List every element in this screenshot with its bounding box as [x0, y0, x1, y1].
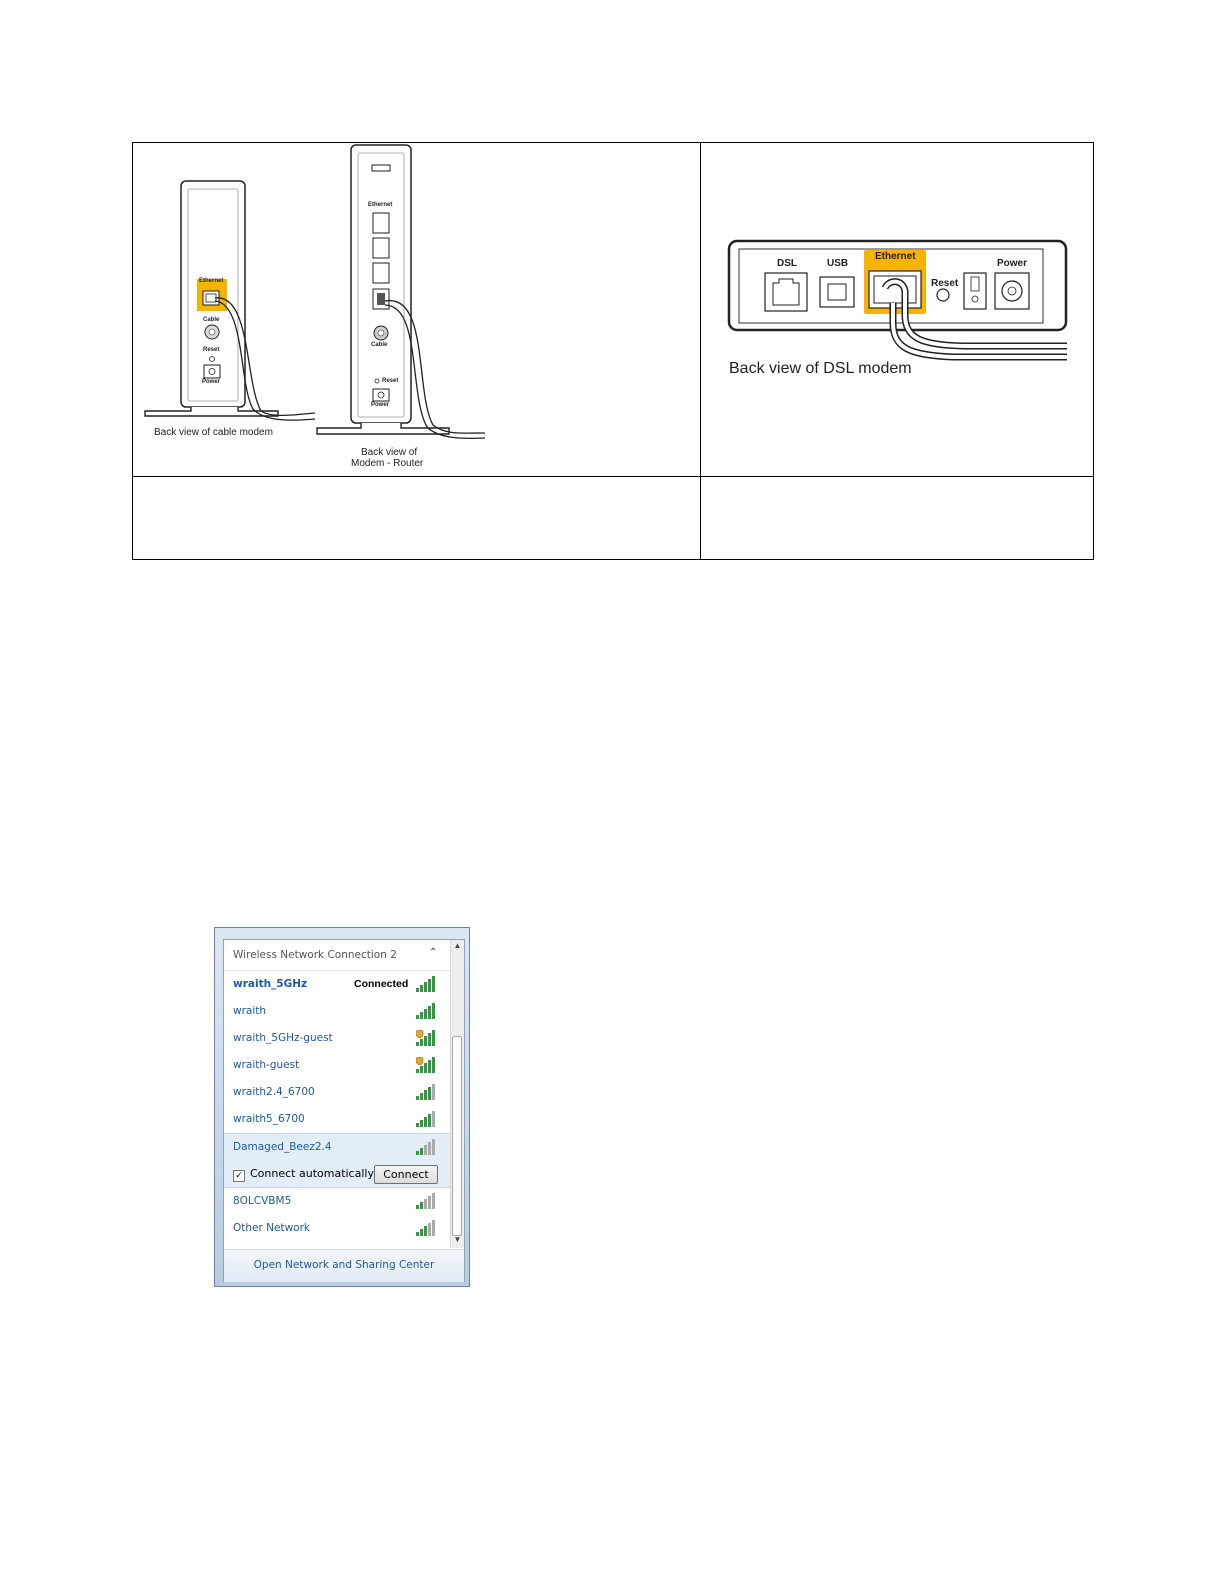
collapse-chevron-icon[interactable]: ⌃ — [429, 947, 438, 958]
dsl-modem-power-label: Power — [997, 258, 1028, 269]
cable-modem-cable-label: Cable — [203, 317, 220, 323]
scroll-up-icon[interactable]: ▲ — [453, 941, 462, 950]
network-row[interactable] — [224, 1052, 450, 1079]
network-name: wraith_5GHz — [233, 978, 308, 990]
dsl-modem-ethernet-label: Ethernet — [875, 251, 916, 262]
network-name: 8OLCVBM5 — [233, 1195, 292, 1207]
network-name: wraith2.4_6700 — [233, 1086, 315, 1098]
connect-button[interactable]: Connect — [374, 1165, 438, 1184]
modem-router-cable-label: Cable — [371, 342, 388, 348]
connect-automatically-checkbox[interactable]: ✓ — [233, 1170, 245, 1182]
cable-modem-drawing — [145, 181, 315, 420]
signal-strength-icon — [416, 1220, 438, 1236]
modem-router-caption-line2: Modem - Router — [351, 458, 424, 469]
modem-router-power-label: Power — [371, 402, 390, 408]
network-status: Connected — [354, 978, 409, 990]
network-list-scrollbar[interactable] — [450, 940, 464, 1248]
modem-router-reset-label: Reset — [382, 378, 399, 384]
network-name: wraith_5GHz-guest — [233, 1032, 333, 1044]
wireless-networks-panel — [214, 927, 470, 1287]
signal-strength-icon — [416, 1003, 438, 1019]
dsl-modem-reset-label: Reset — [931, 278, 959, 289]
connect-automatically-label: Connect automatically — [250, 1167, 374, 1180]
signal-strength-icon — [416, 1139, 438, 1155]
wireless-networks-list-container — [223, 939, 465, 1282]
dsl-modem-usb-label: USB — [827, 258, 849, 269]
network-name: Other Network — [233, 1222, 310, 1234]
network-row[interactable] — [224, 1188, 450, 1215]
network-row[interactable] — [224, 1215, 450, 1242]
network-row[interactable] — [224, 1079, 450, 1106]
connect-automatically-option[interactable] — [233, 1167, 374, 1182]
network-row[interactable] — [224, 971, 450, 998]
dsl-modem-caption: Back view of DSL modem — [729, 360, 912, 377]
connection-header[interactable] — [224, 940, 450, 971]
figure-table — [132, 142, 1094, 560]
signal-strength-shield-icon — [416, 1057, 438, 1073]
cable-modem-ethernet-label: Ethernet — [199, 278, 224, 284]
cable-modem-power-label: Power — [202, 379, 221, 385]
open-network-sharing-center-link[interactable]: Open Network and Sharing Center — [253, 1259, 435, 1271]
modem-router-caption-line1: Back view of — [361, 447, 418, 458]
signal-strength-icon — [416, 976, 438, 992]
network-name: wraith5_6700 — [233, 1113, 305, 1125]
signal-strength-icon — [416, 1111, 438, 1127]
signal-strength-shield-icon — [416, 1030, 438, 1046]
network-name: Damaged_Beez2.4 — [233, 1141, 332, 1153]
wireless-networks-list — [224, 940, 450, 1248]
selected-network-row[interactable] — [224, 1133, 450, 1188]
network-row[interactable] — [224, 998, 450, 1025]
connection-header-label: Wireless Network Connection 2 — [233, 949, 397, 961]
modem-router-ethernet-label: Ethernet — [368, 202, 393, 208]
cable-modem-caption: Back view of cable modem — [154, 427, 273, 438]
dsl-modem-dsl-label: DSL — [777, 258, 797, 269]
panel-footer — [224, 1249, 464, 1282]
network-name: wraith-guest — [233, 1059, 300, 1071]
network-row[interactable] — [224, 1025, 450, 1052]
network-name: wraith — [233, 1005, 267, 1017]
scroll-down-icon[interactable]: ▼ — [453, 1235, 462, 1244]
cable-modem-reset-label: Reset — [203, 347, 220, 353]
signal-strength-icon — [416, 1084, 438, 1100]
network-row[interactable] — [224, 1106, 450, 1133]
modem-router-drawing — [317, 145, 485, 438]
signal-strength-icon — [416, 1193, 438, 1209]
scrollbar-thumb[interactable] — [452, 1036, 462, 1236]
modem-illustrations — [133, 143, 1093, 559]
